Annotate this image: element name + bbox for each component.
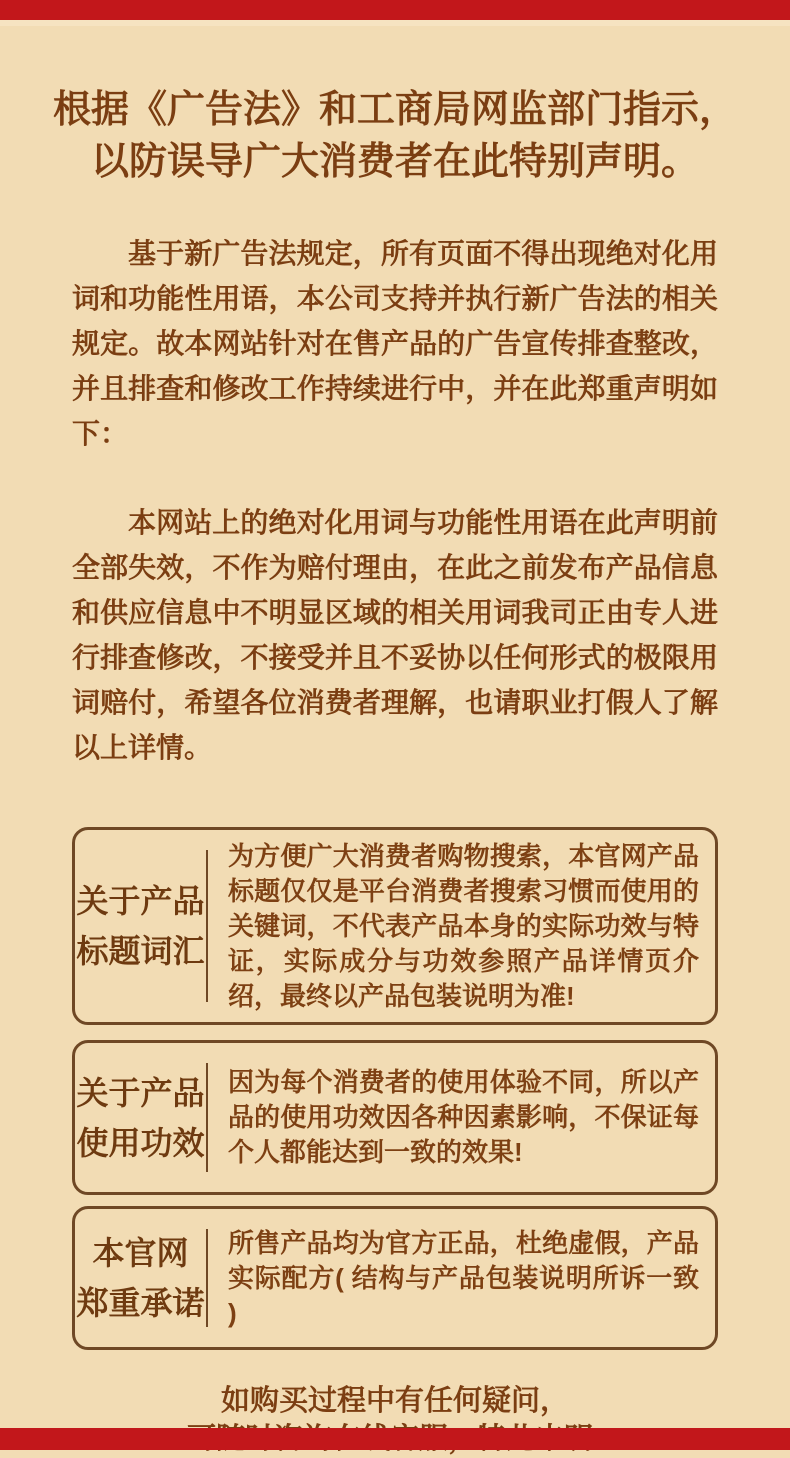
declaration-body xyxy=(0,232,790,1458)
notice-box-label xyxy=(75,1228,206,1328)
notice-box-label-line-1: 关于产品 xyxy=(76,883,205,919)
notice-box-label xyxy=(75,876,206,976)
page-title-line-2: 以防误导广大消费者在此特别声明。 xyxy=(90,141,699,183)
top-bar-fade xyxy=(0,20,790,26)
notice-box-list xyxy=(72,827,718,1350)
declaration-paragraph-1: 基于新广告法规定，所有页面不得出现绝对化用词和功能性用语，本公司支持并执行新广告法的相关规定。故本网站针对在售产品的广告宣传排查整改，并且排查和修改工作持续进行中，并在此郑重声明如下： xyxy=(72,239,718,450)
notice-box-label-line-1: 关于产品 xyxy=(76,1074,205,1111)
notice-box-text: 为方便广大消费者购物搜索，本官网产品标题仅仅是平台消费者搜索习惯而使用的关键词，不代表产品本身的实际功效与特证，实际成分与功效参照产品详情页介绍，最终以产品包装说明为准! xyxy=(228,840,699,1011)
notice-box-usage-effect xyxy=(72,1040,718,1195)
notice-box-official-promise xyxy=(72,1206,718,1350)
notice-box-title-keywords xyxy=(72,827,718,1025)
page-title xyxy=(35,84,755,188)
notice-box-label-line-2: 使用功效 xyxy=(76,1124,205,1161)
bottom-red-bar xyxy=(0,1428,790,1450)
notice-box-text: 因为每个消费者的使用体验不同，所以产品的使用功效因各种因素影响，不保证每个人都能达到一致的效果! xyxy=(228,1067,699,1167)
notice-box-label xyxy=(75,1068,206,1168)
top-red-bar xyxy=(0,0,790,20)
notice-box-label-line-2: 标题词汇 xyxy=(76,933,205,969)
page-title-line-1: 根据《广告法》和工商局网监部门指示， xyxy=(52,89,737,131)
notice-box-label-line-1: 本官网 xyxy=(92,1235,189,1271)
declaration-paragraph-2: 本网站上的绝对化用词与功能性用语在此声明前全部失效，不作为赔付理由，在此之前发布产品信息和供应信息中不明显区域的相关用词我司正由专人进行排查修改，不接受并且不妥协以任何形式的极限用词赔付，希望各位消费者理解，也请职业打假人了解以上详情。 xyxy=(72,508,718,764)
notice-box-label-line-2: 郑重承诺 xyxy=(76,1285,205,1321)
notice-box-text: 所售产品均为官方正品，杜绝虚假，产品实际配方( 结构与产品包装说明所诉一致 ) xyxy=(228,1227,699,1328)
footer-note-line-1: 如购买过程中有任何疑问， xyxy=(220,1385,569,1417)
